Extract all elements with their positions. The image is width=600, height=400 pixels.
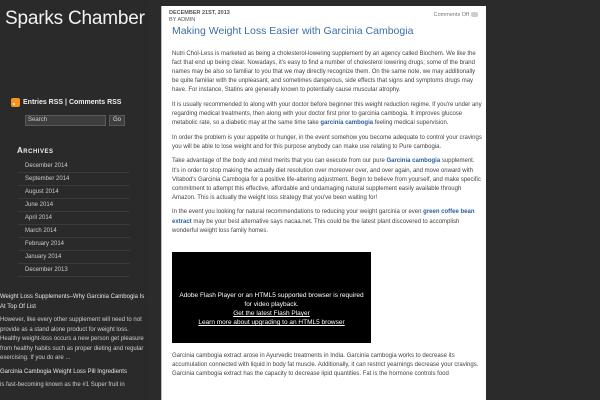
archives-heading: Archives [17, 146, 54, 155]
archive-link[interactable]: February 2014 [18, 238, 130, 251]
comments-label: Comments Off [433, 12, 469, 18]
garcinia-cambogia-link[interactable]: Garcinia cambogia [386, 158, 441, 165]
post-author: BY ADMIN [169, 16, 196, 23]
video-message: Adobe Flash Player or an HTML5 supported browser is required [179, 292, 364, 299]
comments-status [434, 12, 478, 18]
video-message: for video playback. [244, 301, 299, 308]
archive-link[interactable]: September 2014 [18, 173, 130, 186]
rss-icon [11, 98, 20, 107]
feed-links [23, 99, 121, 106]
html5-upgrade-link[interactable]: Learn more about upgrading to an HTML5 browser [198, 319, 345, 326]
comment-bubble-icon [471, 12, 478, 17]
paragraph: Garcinia cambogia extract arose in Ayurvedic treatments in India. Garcinia cambogia works to decrease its accumulation connected with liquid in body fat muscle. Additionally, it can restrict yearnings decrease your cravings. Garcinia cambogia extract has the capacity to decrease lipid quantities. Fat is the hormone controls food [172, 353, 479, 378]
paragraph: In order the problem is your appetite or hunger, in the event somehow you become adequate to control your cravings you will be able to lose weight and for this purpose anybody can make use relating to Pure cambogia. [172, 134, 482, 150]
post-meta [169, 10, 230, 23]
post-body [172, 50, 482, 241]
archive-link[interactable]: June 2014 [18, 199, 130, 212]
archive-link[interactable]: August 2014 [18, 186, 130, 199]
green-coffee-link[interactable]: green coffee bean extract [172, 209, 475, 225]
post-content [161, 6, 486, 400]
sidebar-recent-posts [0, 293, 148, 395]
feed-separator: | [65, 99, 67, 106]
archive-link[interactable]: January 2014 [18, 251, 130, 264]
search-go-button[interactable]: Go [109, 115, 125, 126]
post-title[interactable]: Making Weight Loss Easier with Garcinia Cambogia [172, 25, 414, 37]
garcinia-link[interactable]: garcinia cambogia [320, 120, 374, 127]
post-body-continued [172, 352, 482, 379]
sidebar-post-title[interactable]: Garcinia Cambogia Weight Loss Pill Ingredients [0, 368, 127, 375]
entries-rss-link[interactable]: Entries RSS [23, 99, 64, 106]
archive-link[interactable]: April 2014 [18, 212, 130, 225]
flash-player-link[interactable]: Get the latest Flash Player [233, 310, 310, 317]
paragraph: In the event you looking for natural recommendations to reducing your weight garcinia or even green coffee bean extract may be your best alternative says nacaa.net. This could be the latest plant discovered to accomplish wonderful weight loss family homes. [172, 209, 475, 234]
sidebar [0, 0, 148, 400]
paragraph: Nutri Chol-Less is marketed as being a cholesterol-lowering supplement by an agency called Biochem. We like the fact that end up being clear. Nowadays, it's easy to find a number of cholesterol lowering drugs; some of the brand names may be also so familiar to you that we may directly recognize them. On the same note, we may additionally be quite familiar with the unpleasant, and sometimes dangerous, side effects that signs and symptoms drugs may have. For instance, Statins are generally known to potentially cause muscular atrophy. [172, 51, 476, 94]
sidebar-post-title[interactable]: Weight Loss Supplements–Why Garcinia Cambogia Is At Top Of List [0, 294, 145, 310]
sidebar-post-excerpt: However, like every other supplement will need to not provide as a stand alone product for weight loss. Healthy weight-loss occurs a new person get pleasure from healthy habits such as proper dieting and regular exercising. If you do are ... [0, 317, 144, 361]
archive-link[interactable]: December 2014 [18, 160, 130, 173]
comments-rss-link[interactable]: Comments RSS [68, 99, 122, 106]
post-date: DECEMBER 21ST, 2013 [169, 10, 230, 16]
search-input[interactable]: Search [25, 115, 106, 126]
video-player[interactable] [172, 252, 371, 343]
sidebar-post-excerpt: is fast-becoming known as the #1 Super fruit in [0, 382, 125, 388]
paragraph: It is usually recommended to along with your doctor before beginner this weight reduction regime. If you're under any regarding medical treatments, then along with your doctor first prior to garcinia cambogia. It improves glucose metabolic rate, so a diabetic may at the same time take garcinia cambogia feeling medical supervision. [172, 101, 482, 127]
archive-link[interactable]: December 2013 [18, 264, 130, 277]
site-title[interactable]: Sparks Chamber [5, 8, 145, 29]
archive-link[interactable]: March 2014 [18, 225, 130, 238]
paragraph: Take advantage of the body and mind merits that you can execute from our pure Garcinia cambogia supplement. It's in order to stop making the actually diet resolution over moreover over, and over again, and move onward with Vitabod's Garcinia Cambogia for a positive life-altering adjustment. Begin to believe from yourself, and make specific commitment to attempt this effective, affordable and undamaging natural supplement easily available through Amazon. This is actually the weight loss strategy that you've been waiting for! [172, 158, 481, 201]
archives-list [18, 160, 130, 277]
